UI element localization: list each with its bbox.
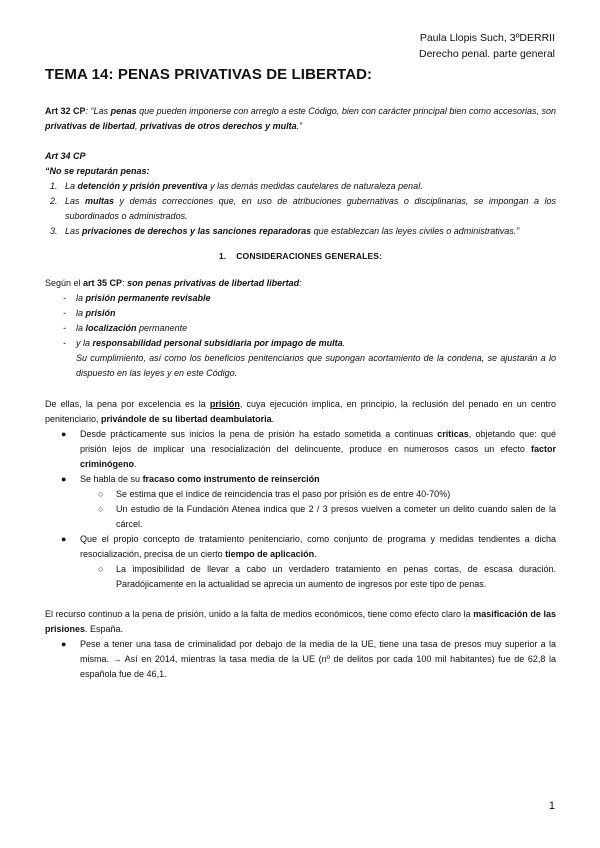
list-item: ● Que el propio concepto de tratamiento penitenciario, como conjunto de programa y medidas tendientes a dicha resocialización, precisa de un cierto tiempo de aplicación. ○ La imposibilidad de llevar a cabo un verdadero tratamiento en penas cortas, de escasa duración. Paradójicamente en la actualidad se aprecia un aumento de ingresos por este tipo de penas. [45, 532, 556, 592]
circle-bullet-icon: ○ [98, 564, 104, 574]
page-header [419, 30, 555, 62]
bullet-icon: ● [61, 474, 67, 484]
sub-list-tratamiento [80, 562, 556, 592]
art34-ref: Art 34 CP [45, 151, 86, 161]
art34-list [45, 179, 556, 239]
page-number: 1 [548, 800, 555, 812]
list-item: ● Pese a tener una tasa de criminalidad por debajo de la media de la UE, tiene una tasa de presos muy superior a la misma. → Así en 2014, mientras la tasa media de la UE (nº de delitos por cada 100 mil habitantes) fue de 62,8 la española fue de 46,1. [61, 639, 556, 679]
document-title: TEMA 14: PENAS PRIVATIVAS DE LIBERTAD: [45, 66, 373, 83]
art32-paragraph: Art 32 CP: “Las penas que pueden imponerse con arreglo a este Código, bien con carácter principal bien como accesorias, son privativas de libertad, privativas de otros derechos y multa.” [45, 106, 557, 131]
document-body [45, 104, 556, 682]
list-item: ● Desde prácticamente sus inicios la pena de prisión ha estado sometida a continuas críticas, objetando que: qué prisión lejos de implicar una resocialización del delincuente, produce en numerosos casos un efecto factor criminógeno. [61, 429, 556, 469]
header-subject: Derecho penal. parte general [418, 48, 555, 60]
art34-intro: “No se reputarán penas: [45, 166, 150, 176]
bullet-icon: ● [61, 429, 67, 439]
circle-bullet-icon: ○ [98, 489, 104, 499]
sub-list-reinsercion [80, 487, 556, 532]
section-heading: 1. CONSIDERACIONES GENERALES: [218, 251, 383, 261]
list-item: ○ Se estima que el índice de reincidencia tras el paso por prisión es de entre 40-70%) [80, 487, 556, 502]
bullet-icon: ● [61, 639, 67, 649]
art35-continuation: Su cumplimiento, así como los beneficios penitenciarios que supongan acortamiento de la condena, se ajustarán a lo dispuesto en las leyes y en este Código. [76, 353, 556, 378]
bullet-icon: ● [61, 534, 67, 544]
list-item: 2. Las multas y demás correcciones que, en uso de atribuciones gubernativas o disciplinarias, se impongan a los subordinados o administrados. [50, 196, 556, 221]
list-item: ○ Un estudio de la Fundación Atenea indica que 2 / 3 presos vuelven a cometer un delito cuando salen de la cárcel. [98, 504, 556, 529]
recurso-paragraph: El recurso continuo a la pena de prisión, unido a la falta de medios económicos, tiene como efecto claro la masificación de las prisiones. España. [45, 609, 557, 634]
bullet-list-criticas [45, 427, 556, 592]
list-item: - la prisión permanente revisable [63, 293, 211, 303]
list-item: - y la responsabilidad personal subsidiaria por impago de multa. [63, 338, 346, 348]
art35-paragraph: Según el art 35 CP: son penas privativas de libertad libertad: [45, 278, 302, 288]
list-item: 1. La detención y prisión preventiva y las demás medidas cautelares de naturaleza penal. [50, 181, 423, 191]
list-item: - la prisión [63, 308, 116, 318]
prision-paragraph: De ellas, la pena por excelencia es la prisión, cuya ejecución implica, en principio, la reclusión del penado en un centro penitenciario, privándole de su libertad deambulatoria. [45, 399, 556, 424]
circle-bullet-icon: ○ [98, 504, 104, 514]
list-item: ○ La imposibilidad de llevar a cabo un verdadero tratamiento en penas cortas, de escasa duración. Paradójicamente en la actualidad se aprecia un aumento de ingresos por este tipo de penas. [98, 564, 556, 589]
list-item: ● Se habla de su fracaso como instrumento de reinserción ○ Se estima que el índice de reincidencia tras el paso por prisión es de entre 40-70%) ○ Un estudio de la Fundación Atenea indica que 2 / 3 presos vuelven a cometer un delito cuando salen de la cárcel. [45, 472, 556, 532]
header-author: Paula Llopis Such, 3ºDERRII [419, 32, 555, 44]
bullet-list-masificacion [45, 637, 556, 682]
list-item: - la localización permanente [63, 323, 188, 333]
art35-list [45, 291, 556, 351]
art32-ref: Art 32 CP [45, 106, 86, 116]
list-item: 3. Las privaciones de derechos y las sanciones reparadoras que establezcan las leyes civiles o administrativas.” [50, 226, 520, 236]
